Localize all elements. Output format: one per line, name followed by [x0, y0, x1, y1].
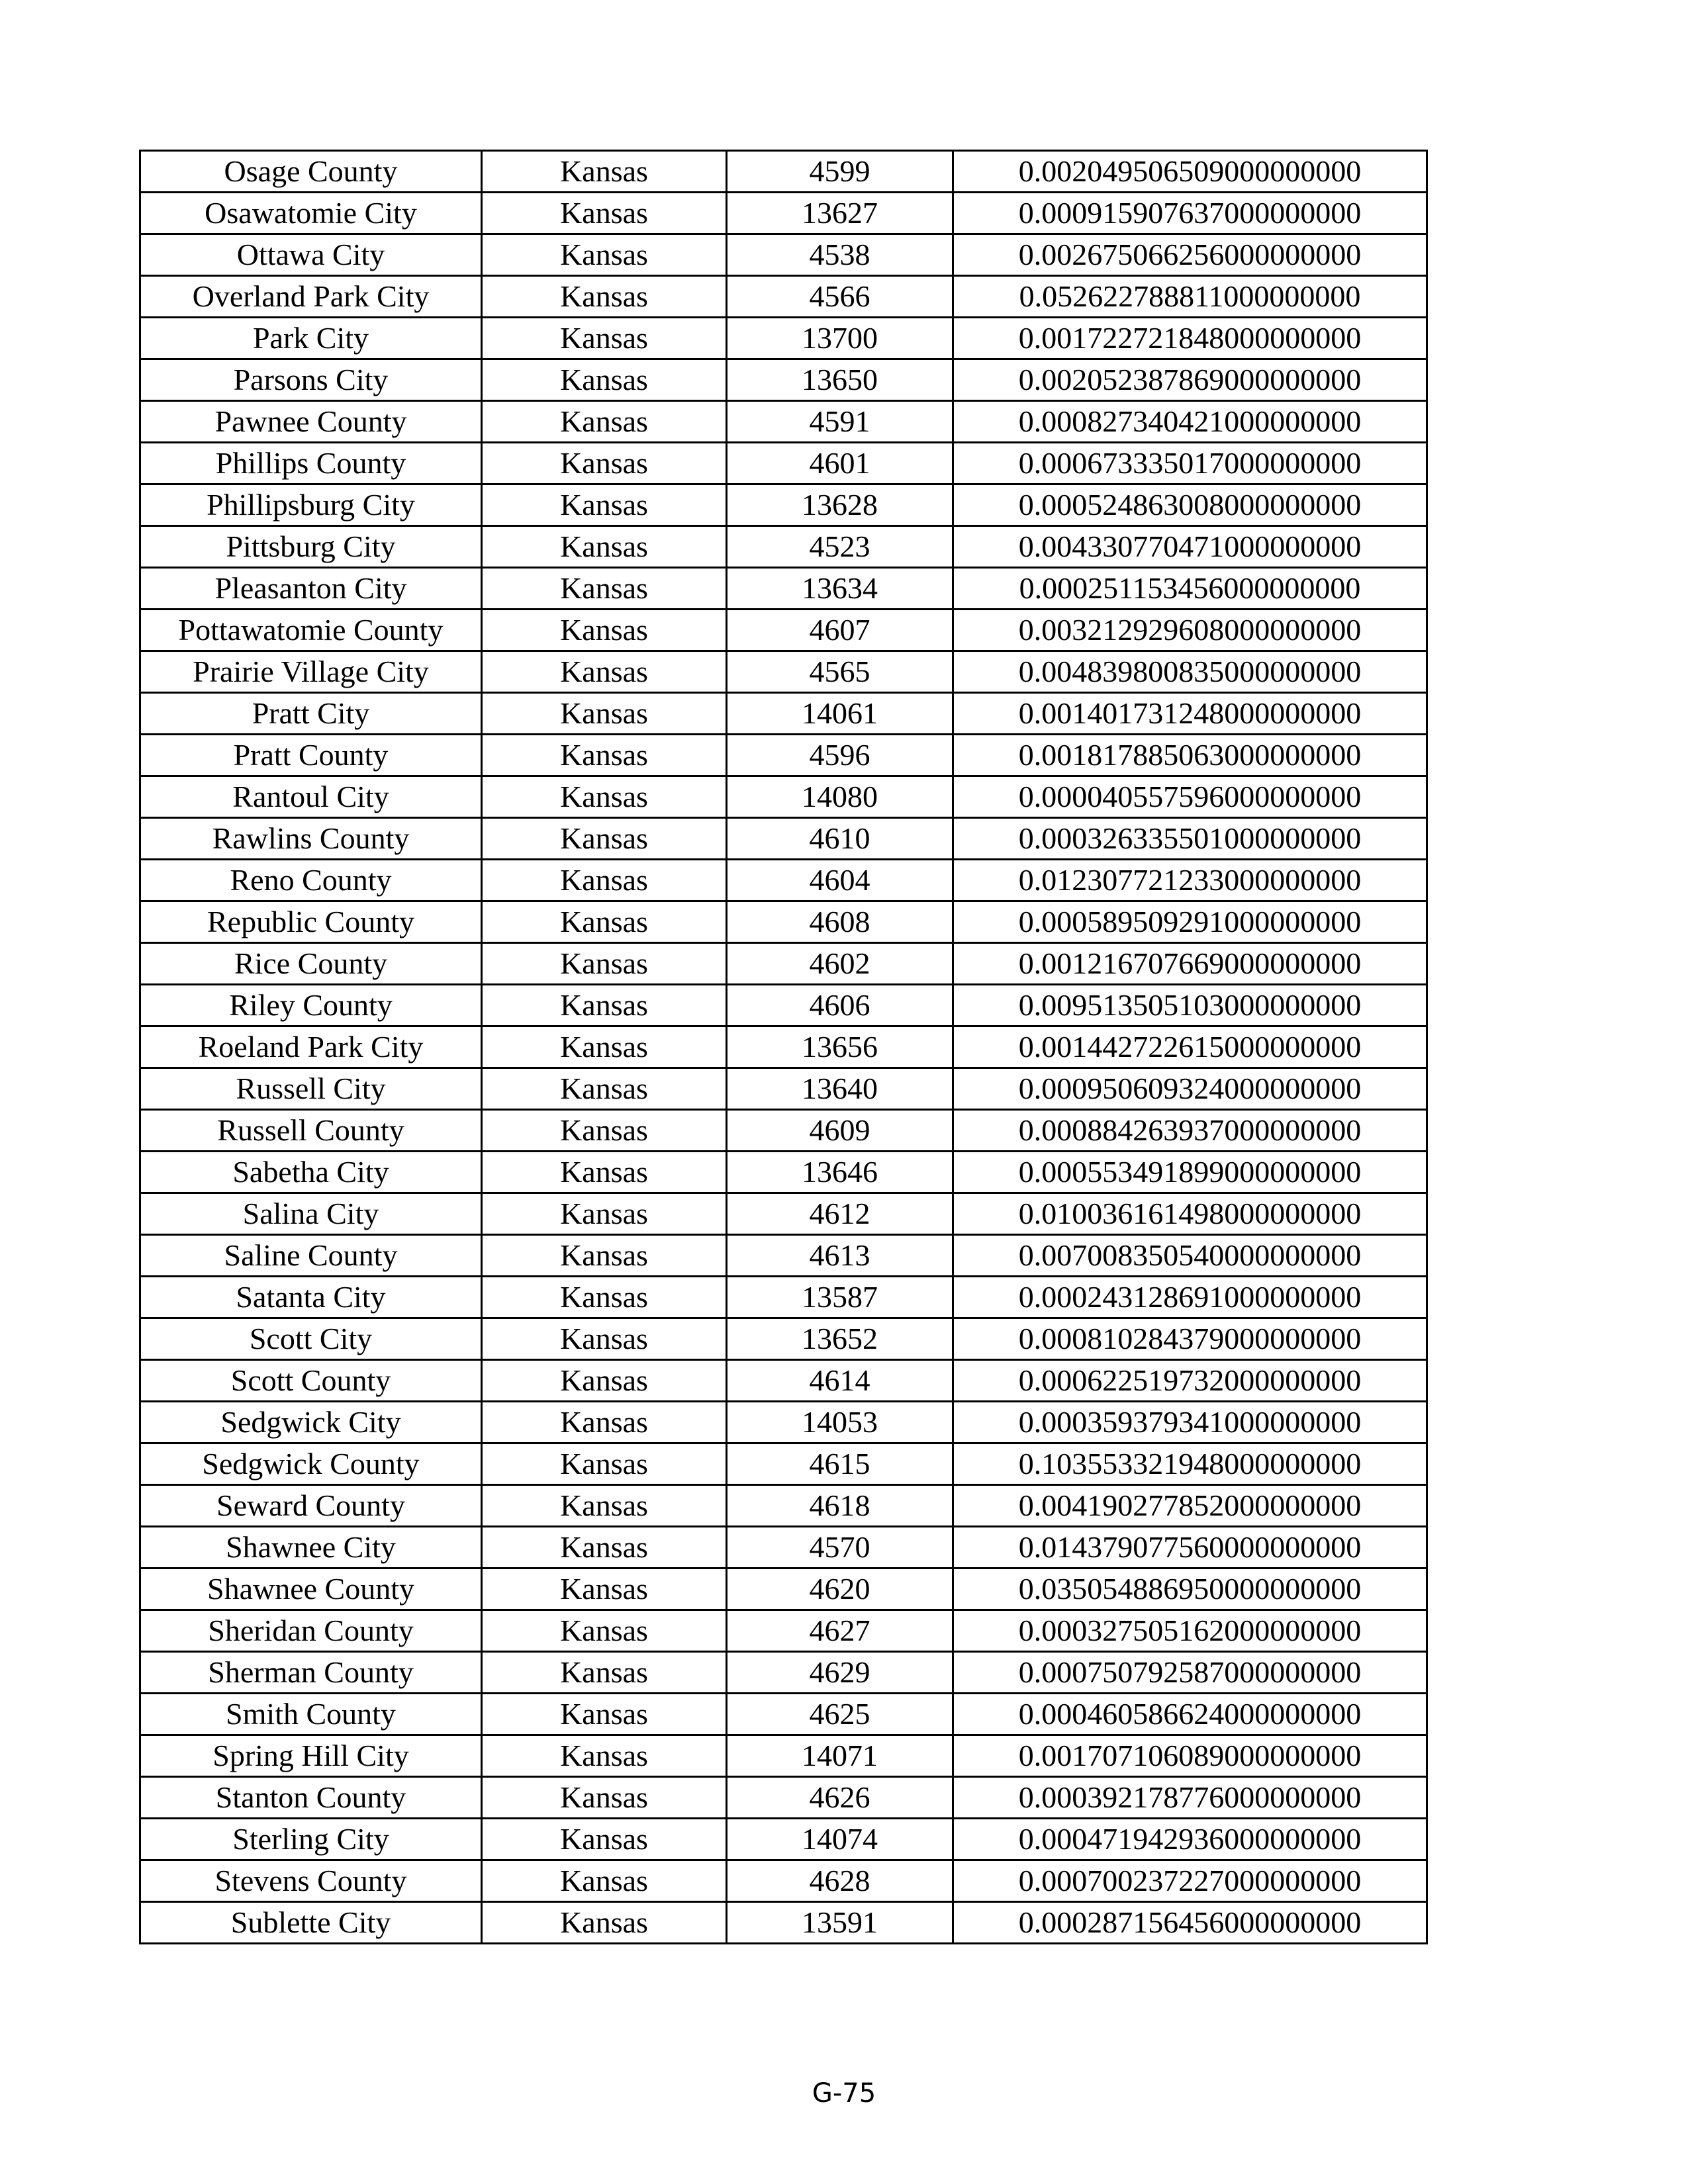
percentage-cell: 0.000553491899000000000: [953, 1152, 1427, 1193]
id-cell: 13640: [727, 1068, 953, 1110]
id-cell: 13591: [727, 1902, 953, 1944]
id-cell: 4566: [727, 276, 953, 318]
table-row: [140, 1068, 1427, 1110]
state-cell: Kansas: [482, 151, 727, 193]
percentage-cell: 0.004839800835000000000: [953, 651, 1427, 693]
state-cell: Kansas: [482, 1235, 727, 1277]
percentage-cell: 0.103553321948000000000: [953, 1443, 1427, 1485]
table-row: [140, 1193, 1427, 1235]
subdivision-cell: Russell County: [140, 1110, 482, 1152]
id-cell: 4614: [727, 1360, 953, 1402]
id-cell: 4591: [727, 401, 953, 443]
id-cell: 4628: [727, 1860, 953, 1902]
table-row: [140, 1610, 1427, 1652]
state-cell: Kansas: [482, 1026, 727, 1068]
percentage-cell: 0.001442722615000000000: [953, 1026, 1427, 1068]
percentage-cell: 0.000243128691000000000: [953, 1277, 1427, 1318]
state-cell: Kansas: [482, 1735, 727, 1777]
subdivision-cell: Sheridan County: [140, 1610, 482, 1652]
id-cell: 14061: [727, 693, 953, 735]
table-row: [140, 1110, 1427, 1152]
id-cell: 4602: [727, 943, 953, 985]
table-row: [140, 1485, 1427, 1527]
table-row: [140, 234, 1427, 276]
subdivision-cell: Roeland Park City: [140, 1026, 482, 1068]
table-row: [140, 1318, 1427, 1360]
percentage-cell: 0.000827340421000000000: [953, 401, 1427, 443]
state-cell: Kansas: [482, 1360, 727, 1402]
table-row: [140, 1235, 1427, 1277]
id-cell: 4618: [727, 1485, 953, 1527]
percentage-cell: 0.000622519732000000000: [953, 1360, 1427, 1402]
state-cell: Kansas: [482, 568, 727, 610]
subdivision-cell: Pottawatomie County: [140, 610, 482, 651]
table-row: [140, 1360, 1427, 1402]
id-cell: 13652: [727, 1318, 953, 1360]
table-row: [140, 1735, 1427, 1777]
state-cell: Kansas: [482, 1443, 727, 1485]
percentage-cell: 0.014379077560000000000: [953, 1527, 1427, 1569]
id-cell: 4615: [727, 1443, 953, 1485]
percentage-cell: 0.000589509291000000000: [953, 901, 1427, 943]
state-cell: Kansas: [482, 985, 727, 1026]
table-row: [140, 1402, 1427, 1443]
subdivision-cell: Prairie Village City: [140, 651, 482, 693]
subdivision-cell: Stevens County: [140, 1860, 482, 1902]
subdivision-cell: Phillipsburg City: [140, 484, 482, 526]
subdivision-cell: Rice County: [140, 943, 482, 985]
subdivision-cell: Saline County: [140, 1235, 482, 1277]
subdivision-cell: Sherman County: [140, 1652, 482, 1694]
percentage-cell: 0.000251153456000000000: [953, 568, 1427, 610]
subdivision-cell: Reno County: [140, 860, 482, 901]
state-cell: Kansas: [482, 1527, 727, 1569]
subdivision-cell: Russell City: [140, 1068, 482, 1110]
id-cell: 4596: [727, 735, 953, 776]
subdivision-cell: Sublette City: [140, 1902, 482, 1944]
state-cell: Kansas: [482, 818, 727, 860]
id-cell: 4606: [727, 985, 953, 1026]
id-cell: 4612: [727, 1193, 953, 1235]
state-cell: Kansas: [482, 1902, 727, 1944]
percentage-cell: 0.007008350540000000000: [953, 1235, 1427, 1277]
id-cell: 4626: [727, 1777, 953, 1819]
subdivision-cell: Scott County: [140, 1360, 482, 1402]
subdivision-cell: Sedgwick City: [140, 1402, 482, 1443]
percentage-cell: 0.000915907637000000000: [953, 193, 1427, 234]
id-cell: 4625: [727, 1694, 953, 1735]
state-cell: Kansas: [482, 1068, 727, 1110]
subdivision-cell: Sterling City: [140, 1819, 482, 1860]
table-row: [140, 610, 1427, 651]
subdivision-cell: Overland Park City: [140, 276, 482, 318]
state-cell: Kansas: [482, 776, 727, 818]
table-row: [140, 1819, 1427, 1860]
state-cell: Kansas: [482, 1819, 727, 1860]
percentage-cell: 0.000524863008000000000: [953, 484, 1427, 526]
table-row: [140, 693, 1427, 735]
state-cell: Kansas: [482, 1318, 727, 1360]
subdivision-cell: Satanta City: [140, 1277, 482, 1318]
id-cell: 13587: [727, 1277, 953, 1318]
subdivision-cell: Spring Hill City: [140, 1735, 482, 1777]
subdivision-cell: Seward County: [140, 1485, 482, 1527]
state-cell: Kansas: [482, 1152, 727, 1193]
table-row: [140, 735, 1427, 776]
state-cell: Kansas: [482, 1610, 727, 1652]
percentage-cell: 0.010036161498000000000: [953, 1193, 1427, 1235]
state-cell: Kansas: [482, 359, 727, 401]
state-cell: Kansas: [482, 693, 727, 735]
subdivision-cell: Pawnee County: [140, 401, 482, 443]
id-cell: 13656: [727, 1026, 953, 1068]
table-row: [140, 1902, 1427, 1944]
state-cell: Kansas: [482, 276, 727, 318]
table-row: [140, 151, 1427, 193]
table-row: [140, 1277, 1427, 1318]
percentage-cell: 0.001817885063000000000: [953, 735, 1427, 776]
subdivision-cell: Scott City: [140, 1318, 482, 1360]
table-row: [140, 526, 1427, 568]
subdivision-cell: Shawnee County: [140, 1569, 482, 1610]
subdivision-cell: Smith County: [140, 1694, 482, 1735]
percentage-cell: 0.002675066256000000000: [953, 234, 1427, 276]
state-cell: Kansas: [482, 901, 727, 943]
table-row: [140, 943, 1427, 985]
table-row: [140, 1152, 1427, 1193]
page-number: G-75: [812, 2078, 876, 2109]
subdivision-cell: Ottawa City: [140, 234, 482, 276]
subdivision-cell: Phillips County: [140, 443, 482, 484]
table-body: [140, 151, 1427, 1944]
table-row: [140, 359, 1427, 401]
percentage-cell: 0.004330770471000000000: [953, 526, 1427, 568]
subdivision-cell: Stanton County: [140, 1777, 482, 1819]
percentage-cell: 0.001216707669000000000: [953, 943, 1427, 985]
id-cell: 4538: [727, 234, 953, 276]
percentage-cell: 0.000287156456000000000: [953, 1902, 1427, 1944]
percentage-cell: 0.000700237227000000000: [953, 1860, 1427, 1902]
subdivision-cell: Pleasanton City: [140, 568, 482, 610]
percentage-cell: 0.009513505103000000000: [953, 985, 1427, 1026]
table-row: [140, 818, 1427, 860]
subdivision-cell: Shawnee City: [140, 1527, 482, 1569]
allocation-table: [139, 150, 1428, 1944]
state-cell: Kansas: [482, 1860, 727, 1902]
state-cell: Kansas: [482, 484, 727, 526]
percentage-cell: 0.012307721233000000000: [953, 860, 1427, 901]
subdivision-cell: Rawlins County: [140, 818, 482, 860]
percentage-cell: 0.052622788811000000000: [953, 276, 1427, 318]
subdivision-cell: Pratt County: [140, 735, 482, 776]
id-cell: 13628: [727, 484, 953, 526]
table-row: [140, 776, 1427, 818]
percentage-cell: 0.000040557596000000000: [953, 776, 1427, 818]
id-cell: 4601: [727, 443, 953, 484]
table-row: [140, 1694, 1427, 1735]
state-cell: Kansas: [482, 318, 727, 359]
percentage-cell: 0.000460586624000000000: [953, 1694, 1427, 1735]
id-cell: 4599: [727, 151, 953, 193]
percentage-cell: 0.000810284379000000000: [953, 1318, 1427, 1360]
state-cell: Kansas: [482, 401, 727, 443]
subdivision-cell: Osawatomie City: [140, 193, 482, 234]
id-cell: 4607: [727, 610, 953, 651]
state-cell: Kansas: [482, 1277, 727, 1318]
id-cell: 4620: [727, 1569, 953, 1610]
id-cell: 13646: [727, 1152, 953, 1193]
state-cell: Kansas: [482, 1569, 727, 1610]
subdivision-cell: Salina City: [140, 1193, 482, 1235]
table-row: [140, 276, 1427, 318]
state-cell: Kansas: [482, 1694, 727, 1735]
percentage-cell: 0.001707106089000000000: [953, 1735, 1427, 1777]
percentage-cell: 0.003212929608000000000: [953, 610, 1427, 651]
state-cell: Kansas: [482, 234, 727, 276]
state-cell: Kansas: [482, 610, 727, 651]
id-cell: 14080: [727, 776, 953, 818]
id-cell: 4627: [727, 1610, 953, 1652]
state-cell: Kansas: [482, 193, 727, 234]
state-cell: Kansas: [482, 1777, 727, 1819]
subdivision-cell: Pratt City: [140, 693, 482, 735]
table-row: [140, 1652, 1427, 1694]
percentage-cell: 0.000471942936000000000: [953, 1819, 1427, 1860]
table-row: [140, 1569, 1427, 1610]
percentage-cell: 0.000359379341000000000: [953, 1402, 1427, 1443]
state-cell: Kansas: [482, 1402, 727, 1443]
state-cell: Kansas: [482, 443, 727, 484]
id-cell: 4610: [727, 818, 953, 860]
id-cell: 4570: [727, 1527, 953, 1569]
table-row: [140, 484, 1427, 526]
percentage-cell: 0.001401731248000000000: [953, 693, 1427, 735]
state-cell: Kansas: [482, 526, 727, 568]
id-cell: 14053: [727, 1402, 953, 1443]
id-cell: 4604: [727, 860, 953, 901]
state-cell: Kansas: [482, 860, 727, 901]
subdivision-cell: Parsons City: [140, 359, 482, 401]
table-row: [140, 985, 1427, 1026]
table-row: [140, 401, 1427, 443]
percentage-cell: 0.000950609324000000000: [953, 1068, 1427, 1110]
percentage-cell: 0.004190277852000000000: [953, 1485, 1427, 1527]
table-row: [140, 901, 1427, 943]
state-cell: Kansas: [482, 735, 727, 776]
id-cell: 13650: [727, 359, 953, 401]
subdivision-cell: Sedgwick County: [140, 1443, 482, 1485]
id-cell: 4629: [727, 1652, 953, 1694]
subdivision-cell: Riley County: [140, 985, 482, 1026]
state-cell: Kansas: [482, 1485, 727, 1527]
subdivision-cell: Republic County: [140, 901, 482, 943]
id-cell: 4523: [727, 526, 953, 568]
state-cell: Kansas: [482, 651, 727, 693]
percentage-cell: 0.002052387869000000000: [953, 359, 1427, 401]
table-row: [140, 651, 1427, 693]
id-cell: 4609: [727, 1110, 953, 1152]
percentage-cell: 0.000750792587000000000: [953, 1652, 1427, 1694]
table-row: [140, 1443, 1427, 1485]
subdivision-cell: Pittsburg City: [140, 526, 482, 568]
state-cell: Kansas: [482, 943, 727, 985]
state-cell: Kansas: [482, 1652, 727, 1694]
table-row: [140, 1860, 1427, 1902]
percentage-cell: 0.002049506509000000000: [953, 151, 1427, 193]
state-cell: Kansas: [482, 1110, 727, 1152]
id-cell: 13700: [727, 318, 953, 359]
percentage-cell: 0.000392178776000000000: [953, 1777, 1427, 1819]
percentage-cell: 0.000326335501000000000: [953, 818, 1427, 860]
subdivision-cell: Rantoul City: [140, 776, 482, 818]
id-cell: 14071: [727, 1735, 953, 1777]
table-row: [140, 568, 1427, 610]
id-cell: 4608: [727, 901, 953, 943]
percentage-cell: 0.000884263937000000000: [953, 1110, 1427, 1152]
table-row: [140, 443, 1427, 484]
percentage-cell: 0.000327505162000000000: [953, 1610, 1427, 1652]
table-row: [140, 1527, 1427, 1569]
table-row: [140, 193, 1427, 234]
id-cell: 13634: [727, 568, 953, 610]
table-row: [140, 1026, 1427, 1068]
table-row: [140, 1777, 1427, 1819]
id-cell: 13627: [727, 193, 953, 234]
subdivision-cell: Osage County: [140, 151, 482, 193]
id-cell: 4613: [727, 1235, 953, 1277]
subdivision-cell: Park City: [140, 318, 482, 359]
percentage-cell: 0.000673335017000000000: [953, 443, 1427, 484]
table-row: [140, 860, 1427, 901]
table-row: [140, 318, 1427, 359]
percentage-cell: 0.035054886950000000000: [953, 1569, 1427, 1610]
id-cell: 14074: [727, 1819, 953, 1860]
subdivision-cell: Sabetha City: [140, 1152, 482, 1193]
id-cell: 4565: [727, 651, 953, 693]
state-cell: Kansas: [482, 1193, 727, 1235]
percentage-cell: 0.001722721848000000000: [953, 318, 1427, 359]
